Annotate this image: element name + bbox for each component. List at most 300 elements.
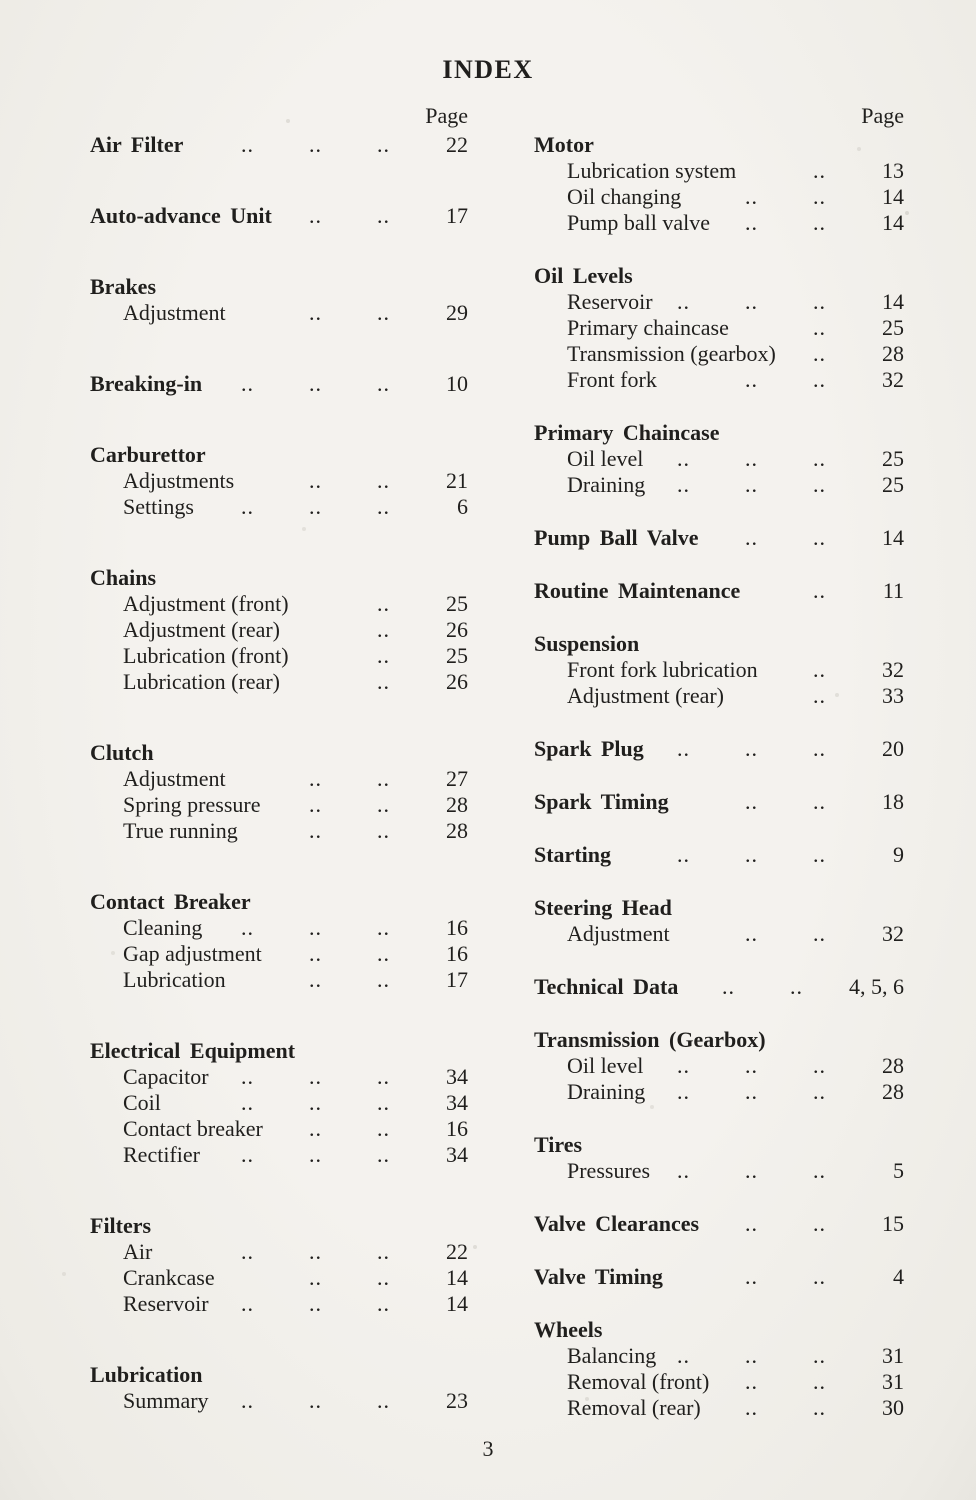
entry-label: Lubrication (rear): [123, 669, 280, 694]
entry-page-number: 26: [446, 617, 468, 642]
entry-label: Capacitor: [123, 1064, 209, 1089]
dot-leader: [657, 367, 826, 393]
leader-dots: ..: [377, 669, 390, 694]
leader-dots: ..: [677, 1343, 690, 1368]
dot-leader: [643, 446, 826, 472]
page-number: 3: [482, 1436, 494, 1461]
leader-dots: ..: [309, 1116, 322, 1141]
leader-dots: ..: [377, 494, 390, 519]
dot-leader: [202, 915, 390, 941]
index-section: [90, 132, 468, 158]
leader-dots: ..: [309, 1388, 322, 1413]
index-entry-row: [534, 210, 904, 236]
section-title: Primary Chaincase: [534, 420, 720, 445]
entry-page-number: 17: [446, 203, 468, 228]
entry-label: Removal (front): [567, 1369, 710, 1394]
index-section: [534, 736, 904, 762]
dot-leader: [776, 341, 826, 367]
leader-dots: ..: [377, 766, 390, 791]
section-title: Technical Data: [534, 974, 679, 999]
dot-leader: [698, 525, 826, 551]
dot-leader: [238, 818, 390, 844]
index-section: [534, 895, 904, 947]
index-section-title-row: [534, 132, 904, 158]
leader-dots: ..: [813, 1211, 826, 1236]
index-section: [90, 274, 468, 326]
index-column-left: [90, 103, 468, 1414]
entry-page-number: 14: [446, 1265, 468, 1290]
leader-dots: ..: [241, 371, 254, 396]
leader-dots: ..: [309, 371, 322, 396]
dot-leader: [209, 1064, 390, 1090]
index-entry-row: [90, 494, 468, 520]
leader-dots: ..: [309, 1090, 322, 1115]
index-entry-row: [90, 1090, 468, 1116]
index-entry-row: [534, 1343, 904, 1369]
entry-label: Contact breaker: [123, 1116, 263, 1141]
index-section-title-row: [534, 631, 904, 657]
dot-leader: [226, 967, 390, 993]
leader-dots: ..: [813, 367, 826, 392]
entry-page-number: 14: [882, 210, 904, 235]
dot-leader: [699, 1211, 826, 1237]
index-section-title-row: [534, 1211, 904, 1237]
index-section-title-row: [90, 442, 468, 468]
index-section: [90, 371, 468, 397]
sections-right: [534, 132, 904, 1421]
entry-label: True running: [123, 818, 238, 843]
index-section: [90, 740, 468, 844]
entry-page-number: 16: [446, 941, 468, 966]
entry-page-number: 32: [882, 367, 904, 392]
entry-page-number: 15: [882, 1211, 904, 1236]
entry-page-number: 25: [446, 643, 468, 668]
index-section: [534, 420, 904, 498]
index-section-title-row: [90, 132, 468, 158]
leader-dots: ..: [309, 132, 322, 157]
entry-label: Rectifier: [123, 1142, 200, 1167]
dot-leader: [758, 657, 826, 683]
entry-label: Reservoir: [567, 289, 653, 314]
index-section: [534, 1317, 904, 1421]
leader-dots: ..: [813, 289, 826, 314]
dot-leader: [643, 1053, 826, 1079]
leader-dots: ..: [745, 1369, 758, 1394]
leader-dots: ..: [377, 132, 390, 157]
section-title: Wheels: [534, 1317, 603, 1342]
leader-dots: ..: [745, 1395, 758, 1420]
leader-dots: ..: [722, 974, 735, 999]
dot-leader: [645, 472, 826, 498]
leader-dots: ..: [377, 1388, 390, 1413]
index-section-title-row: [534, 578, 904, 604]
index-entry-row: [90, 1265, 468, 1291]
leader-dots: ..: [309, 792, 322, 817]
index-entry-row: [534, 1053, 904, 1079]
index-entry-row: [534, 683, 904, 709]
entry-page-number: 22: [446, 132, 468, 157]
index-section: [90, 565, 468, 695]
entry-label: Removal (rear): [567, 1395, 701, 1420]
dot-leader: [194, 494, 390, 520]
entry-label: Transmission (gearbox): [567, 341, 776, 366]
dot-leader: [215, 1265, 390, 1291]
entry-page-number: 33: [882, 683, 904, 708]
section-title: Spark Plug: [534, 736, 644, 761]
dot-leader: [200, 1142, 390, 1168]
section-title: Breaking-in: [90, 371, 203, 396]
leader-dots: ..: [745, 525, 758, 550]
leader-dots: ..: [309, 1265, 322, 1290]
leader-dots: ..: [377, 915, 390, 940]
dot-leader: [280, 669, 390, 695]
entry-label: Cleaning: [123, 915, 203, 940]
leader-dots: ..: [813, 472, 826, 497]
dot-leader: [289, 591, 390, 617]
entry-label: Spring pressure: [123, 792, 261, 817]
index-entry-row: [534, 446, 904, 472]
leader-dots: ..: [677, 446, 690, 471]
index-entry-row: [90, 643, 468, 669]
leader-dots: ..: [745, 789, 758, 814]
dot-leader: [161, 1090, 390, 1116]
section-title: Motor: [534, 132, 594, 157]
index-entry-row: [90, 1142, 468, 1168]
index-section-title-row: [534, 1132, 904, 1158]
entry-page-number: 5: [893, 1158, 904, 1183]
index-entry-row: [534, 472, 904, 498]
leader-dots: ..: [377, 1116, 390, 1141]
leader-dots: ..: [813, 921, 826, 946]
dot-leader: [740, 578, 826, 604]
entry-page-number: 27: [446, 766, 468, 791]
leader-dots: ..: [377, 792, 390, 817]
entry-page-number: 34: [446, 1142, 468, 1167]
dot-leader: [736, 158, 826, 184]
index-section-title-row: [534, 974, 904, 1000]
leader-dots: ..: [813, 842, 826, 867]
dot-leader: [272, 203, 390, 229]
leader-dots: ..: [813, 210, 826, 235]
leader-dots: ..: [309, 1239, 322, 1264]
dot-leader: [678, 974, 803, 1000]
leader-dots: ..: [377, 1265, 390, 1290]
index-entry-row: [90, 766, 468, 792]
entry-label: Front fork: [567, 367, 657, 392]
index-entry-row: [534, 315, 904, 341]
leader-dots: ..: [377, 1142, 390, 1167]
entry-page-number: 16: [446, 915, 468, 940]
index-section-title-row: [534, 263, 904, 289]
entry-label: Gap adjustment: [123, 941, 262, 966]
index-section: [90, 1213, 468, 1317]
entry-page-number: 4, 5, 6: [849, 974, 904, 999]
dot-leader: [645, 1079, 826, 1105]
index-entry-row: [534, 1395, 904, 1421]
leader-dots: ..: [377, 203, 390, 228]
index-entry-row: [534, 289, 904, 315]
entry-label: Adjustment (rear): [123, 617, 280, 642]
leader-dots: ..: [309, 203, 322, 228]
dot-leader: [701, 1395, 826, 1421]
index-entry-row: [90, 792, 468, 818]
index-entry-row: [90, 967, 468, 993]
leader-dots: ..: [677, 1053, 690, 1078]
dot-leader: [669, 789, 826, 815]
dot-leader: [729, 315, 826, 341]
section-title: Brakes: [90, 274, 156, 299]
entry-page-number: 18: [882, 789, 904, 814]
section-title: Lubrication: [90, 1362, 203, 1387]
leader-dots: ..: [813, 657, 826, 682]
leader-dots: ..: [745, 1053, 758, 1078]
entry-page-number: 14: [882, 289, 904, 314]
leader-dots: ..: [813, 1158, 826, 1183]
dot-leader: [183, 132, 390, 158]
page-column-header-right: Page: [861, 103, 904, 128]
entry-label: Settings: [123, 494, 194, 519]
leader-dots: ..: [745, 472, 758, 497]
entry-page-number: 21: [446, 468, 468, 493]
entry-label: Adjustments: [123, 468, 235, 493]
entry-label: Oil changing: [567, 184, 682, 209]
entry-page-number: 28: [446, 818, 468, 843]
entry-label: Adjustment (front): [123, 591, 289, 616]
entry-label: Lubrication: [123, 967, 226, 992]
dot-leader: [209, 1291, 390, 1317]
dot-leader: [670, 921, 826, 947]
leader-dots: ..: [745, 736, 758, 761]
index-entry-row: [90, 1388, 468, 1414]
dot-leader: [656, 1343, 826, 1369]
page-title: INDEX: [442, 55, 534, 84]
section-title: Filters: [90, 1213, 152, 1238]
index-entry-row: [90, 617, 468, 643]
leader-dots: ..: [309, 468, 322, 493]
index-section-title-row: [534, 842, 904, 868]
leader-dots: ..: [813, 789, 826, 814]
index-section: [90, 442, 468, 520]
leader-dots: ..: [241, 132, 254, 157]
leader-dots: ..: [813, 1053, 826, 1078]
leader-dots: ..: [377, 617, 390, 642]
leader-dots: ..: [813, 184, 826, 209]
index-entry-row: [534, 341, 904, 367]
dot-leader: [644, 736, 826, 762]
index-section-title-row: [534, 1027, 904, 1053]
leader-dots: ..: [813, 578, 826, 603]
entry-page-number: 11: [882, 578, 904, 603]
index-entry-row: [90, 818, 468, 844]
dot-leader: [709, 1369, 826, 1395]
leader-dots: ..: [745, 367, 758, 392]
entry-page-number: 28: [882, 1079, 904, 1104]
dot-leader: [226, 766, 390, 792]
entry-label: Adjustment: [123, 300, 226, 325]
entry-label: Adjustment: [123, 766, 226, 791]
leader-dots: ..: [745, 184, 758, 209]
leader-dots: ..: [377, 1239, 390, 1264]
entry-label: Lubrication system: [567, 158, 737, 183]
index-section-title-row: [90, 740, 468, 766]
leader-dots: ..: [309, 1291, 322, 1316]
section-title: Starting: [534, 842, 611, 867]
page-column-header-left: Page: [425, 103, 468, 128]
section-title: Transmission (Gearbox): [534, 1027, 766, 1052]
entry-page-number: 9: [893, 842, 904, 867]
index-section-title-row: [534, 895, 904, 921]
index-section: [534, 842, 904, 868]
entry-page-number: 14: [446, 1291, 468, 1316]
index-entry-row: [90, 915, 468, 941]
index-entry-row: [534, 1079, 904, 1105]
section-title: Chains: [90, 565, 157, 590]
index-section: [534, 1027, 904, 1105]
leader-dots: ..: [813, 736, 826, 761]
entry-label: Lubrication (front): [123, 643, 289, 668]
section-title: Tires: [534, 1132, 583, 1157]
dot-leader: [152, 1239, 390, 1265]
leader-dots: ..: [745, 446, 758, 471]
entry-label: Coil: [123, 1090, 161, 1115]
index-section: [534, 1132, 904, 1184]
leader-dots: ..: [241, 1142, 254, 1167]
entry-label: Air: [123, 1239, 153, 1264]
index-entry-row: [534, 657, 904, 683]
dot-leader: [681, 184, 826, 210]
index-section: [534, 578, 904, 604]
leader-dots: ..: [677, 736, 690, 761]
entry-page-number: 31: [882, 1343, 904, 1368]
index-section: [534, 263, 904, 393]
section-title: Air Filter: [90, 132, 184, 157]
entry-page-number: 17: [446, 967, 468, 992]
leader-dots: ..: [309, 1064, 322, 1089]
leader-dots: ..: [813, 1264, 826, 1289]
index-section: [90, 1038, 468, 1168]
leader-dots: ..: [745, 289, 758, 314]
leader-dots: ..: [813, 446, 826, 471]
section-title: Valve Clearances: [534, 1211, 700, 1236]
leader-dots: ..: [309, 967, 322, 992]
leader-dots: ..: [813, 1369, 826, 1394]
leader-dots: ..: [377, 300, 390, 325]
leader-dots: ..: [377, 643, 390, 668]
index-section-title-row: [90, 371, 468, 397]
entry-label: Draining: [567, 472, 646, 497]
section-title: Steering Head: [534, 895, 672, 920]
entry-page-number: 16: [446, 1116, 468, 1141]
leader-dots: ..: [377, 468, 390, 493]
leader-dots: ..: [745, 842, 758, 867]
entry-label: Oil level: [567, 446, 644, 471]
entry-label: Summary: [123, 1388, 209, 1413]
index-section-title-row: [90, 1213, 468, 1239]
index-entry-row: [90, 591, 468, 617]
leader-dots: ..: [241, 1239, 254, 1264]
entry-label: Primary chaincase: [567, 315, 729, 340]
entry-label: Pump ball valve: [567, 210, 710, 235]
leader-dots: ..: [241, 1090, 254, 1115]
section-title: Carburettor: [90, 442, 206, 467]
section-title: Suspension: [534, 631, 640, 656]
dot-leader: [710, 210, 826, 236]
leader-dots: ..: [309, 494, 322, 519]
index-section-title-row: [534, 736, 904, 762]
index-entry-row: [534, 367, 904, 393]
leader-dots: ..: [745, 1343, 758, 1368]
entry-label: Adjustment (rear): [567, 683, 724, 708]
leader-dots: ..: [813, 158, 826, 183]
entry-page-number: 14: [882, 184, 904, 209]
index-entry-row: [90, 1291, 468, 1317]
entry-label: Adjustment: [567, 921, 670, 946]
entry-page-number: 22: [446, 1239, 468, 1264]
dot-leader: [260, 792, 390, 818]
index-entry-row: [90, 300, 468, 326]
entry-label: Front fork lubrication: [567, 657, 758, 682]
index-section: [90, 1362, 468, 1414]
entry-label: Balancing: [567, 1343, 657, 1368]
leader-dots: ..: [377, 371, 390, 396]
index-column-right: [534, 103, 904, 1421]
entry-page-number: 30: [882, 1395, 904, 1420]
index-section-title-row: [90, 1362, 468, 1388]
index-entry-row: [534, 1158, 904, 1184]
index-entry-row: [90, 1064, 468, 1090]
leader-dots: ..: [813, 525, 826, 550]
section-title: Contact Breaker: [90, 889, 251, 914]
entry-page-number: 28: [882, 1053, 904, 1078]
entry-page-number: 23: [446, 1388, 468, 1413]
index-section-title-row: [534, 789, 904, 815]
section-title: Routine Maintenance: [534, 578, 741, 603]
index-section: [534, 132, 904, 236]
leader-dots: ..: [745, 921, 758, 946]
leader-dots: ..: [813, 1343, 826, 1368]
leader-dots: ..: [377, 1064, 390, 1089]
leader-dots: ..: [377, 967, 390, 992]
index-section-title-row: [534, 1264, 904, 1290]
entry-page-number: 32: [882, 921, 904, 946]
section-title: Oil Levels: [534, 263, 633, 288]
index-entry-row: [90, 669, 468, 695]
entry-label: Crankcase: [123, 1265, 215, 1290]
leader-dots: ..: [677, 289, 690, 314]
dot-leader: [226, 300, 390, 326]
entry-page-number: 10: [446, 371, 468, 396]
leader-dots: ..: [677, 472, 690, 497]
leader-dots: ..: [241, 494, 254, 519]
index-entry-row: [90, 1239, 468, 1265]
index-section: [534, 525, 904, 551]
entry-page-number: 28: [446, 792, 468, 817]
index-section: [534, 631, 904, 709]
entry-page-number: 6: [457, 494, 468, 519]
entry-page-number: 34: [446, 1064, 468, 1089]
entry-label: Oil level: [567, 1053, 644, 1078]
entry-label: Reservoir: [123, 1291, 209, 1316]
entry-page-number: 25: [882, 315, 904, 340]
entry-page-number: 14: [882, 525, 904, 550]
index-entry-row: [90, 468, 468, 494]
index-section-title-row: [90, 274, 468, 300]
index-section: [534, 1211, 904, 1237]
index-section-title-row: [90, 889, 468, 915]
dot-leader: [262, 941, 390, 967]
index-section-title-row: [90, 203, 468, 229]
entry-page-number: 4: [893, 1264, 904, 1289]
